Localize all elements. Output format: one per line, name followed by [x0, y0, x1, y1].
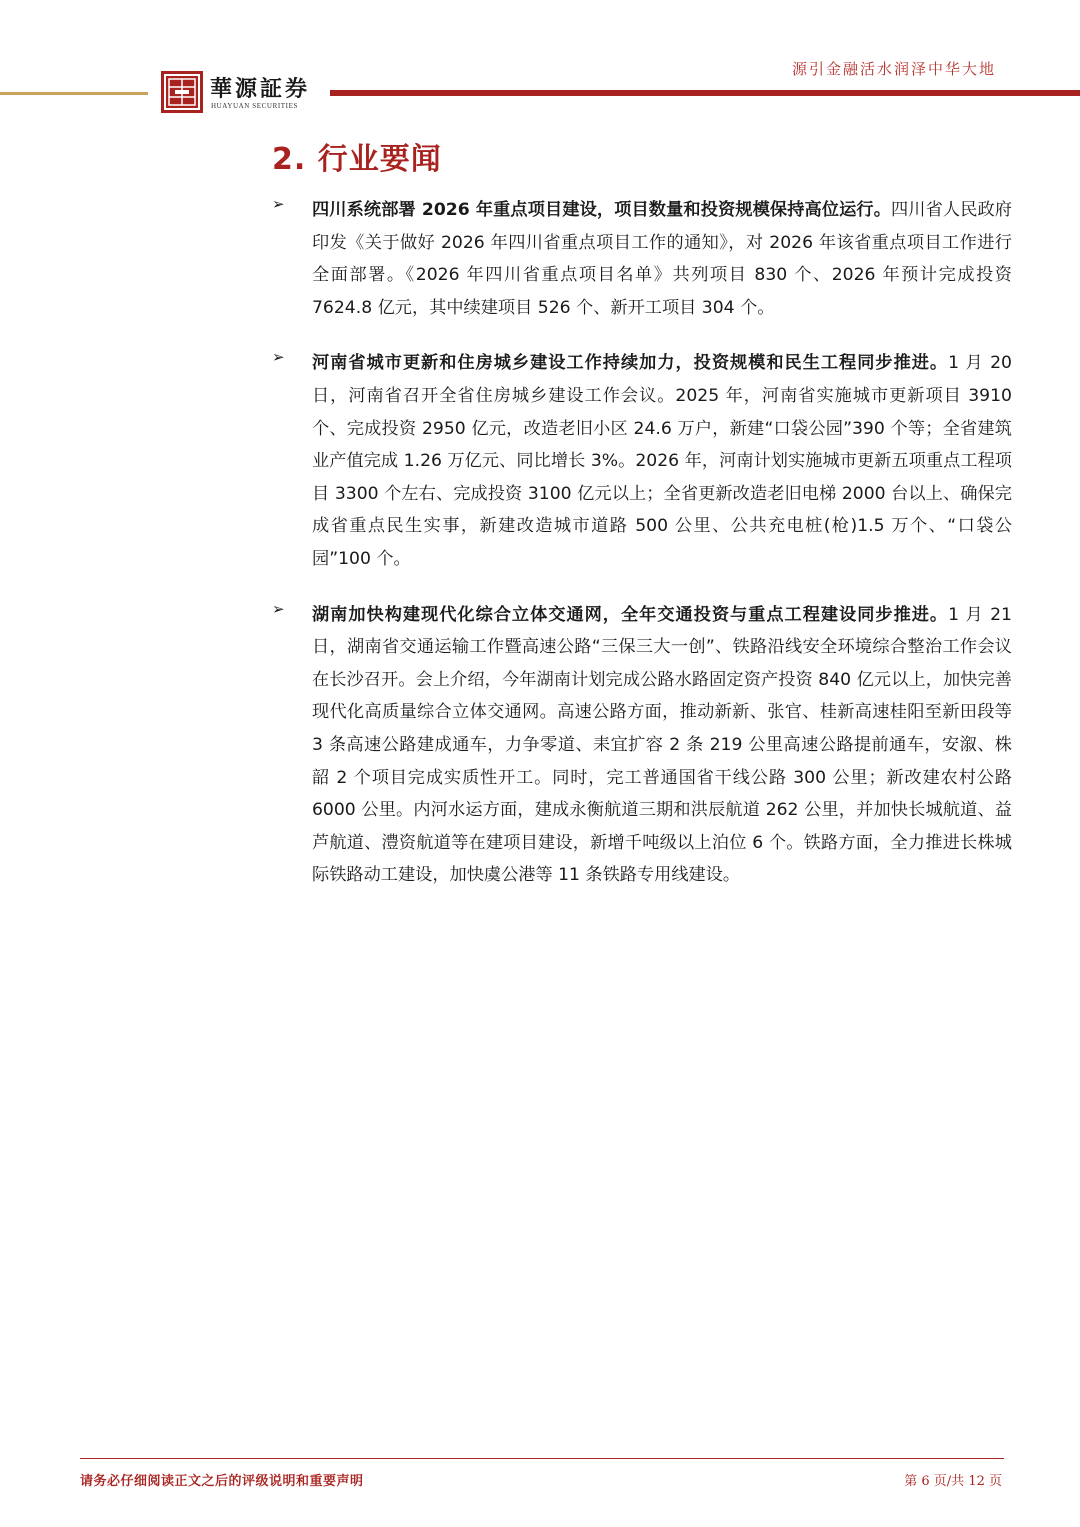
section-title: 2. 行业要闻 — [272, 142, 442, 177]
news-item-text — [312, 599, 1012, 892]
news-item-body: 四川省人民政府印发《关于做好 2026 年四川省重点项目工作的通知》，对 2026 年该省重点项目工作进行全面部署。《2026 年四川省重点项目名单》共列项目 830 个、2026 年预计完成投资 7624.8 亿元，其中续建项目 526 个、新开工项目 304 个。 — [312, 200, 1012, 318]
arrow-bullet-icon: ➢ — [272, 195, 285, 213]
logo-seal-icon — [160, 70, 204, 114]
header-gold-rule — [0, 92, 148, 95]
news-list — [272, 194, 1012, 915]
news-item — [272, 599, 1012, 892]
footer-disclaimer: 请务必仔细阅读正文之后的评级说明和重要声明 — [80, 1474, 364, 1489]
logo-chinese-name: 華源証券 — [210, 76, 311, 102]
news-item-title: 河南省城市更新和住房城乡建设工作持续加力，投资规模和民生工程同步推进。 — [312, 353, 949, 374]
news-item-body: 1 月 20 日，河南省召开全省住房城乡建设工作会议。2025 年，河南省实施城市更新项目 3910 个、完成投资 2950 亿元，改造老旧小区 24.6 万户，新建“口袋公园”390 个等；全省建筑业产值完成 1.26 万亿元、同比增长 3%。2026 年，河南计划实施城市更新五项重点工程项目 3300 个左右、完成投资 3100 亿元以上；全省更新改造老旧电梯 2000 台以上、确保完成省重点民生实事，新建改造城市道路 500 公里、公共充电桩(枪)1.5 万个、“口袋公园”100 个。 — [312, 353, 1012, 569]
company-logo — [160, 70, 330, 114]
news-item — [272, 347, 1012, 575]
news-item-title: 湖南加快构建现代化综合立体交通网，全年交通投资与重点工程建设同步推进。 — [312, 604, 949, 625]
arrow-bullet-icon: ➢ — [272, 348, 285, 367]
page-number: 第 6 页/共 12 页 — [904, 1474, 1002, 1489]
news-item-body: 1 月 21 日，湖南省交通运输工作暨高速公路“三保三大一创”、铁路沿线安全环境综合整治工作会议在长沙召开。会上介绍，今年湖南计划完成公路水路固定资产投资 840 亿元以上，加快完善现代化高质量综合立体交通网。高速公路方面，推动新新、张官、桂新高速桂阳至新田段等 3 条高速公路建成通车，力争零道、耒宜扩容 2 条 219 公里高速公路提前通车，安溆、株韶 2 个项目完成实质性开工。同时，完工普通国省干线公路 300 公里；新改建农村公路 6000 公里。内河水运方面，建成永衡航道三期和洪辰航道 262 公里，并加快长城航道、益芦航道、澧资航道等在建项目建设，新增千吨级以上泊位 6 个。铁路方面，全力推进长株城际铁路动工建设，加快虞公港等 11 条铁路专用线建设。 — [312, 604, 1012, 886]
news-item-text — [312, 347, 1012, 575]
header-red-rule — [330, 90, 1080, 96]
news-item-title: 四川系统部署 2026 年重点项目建设，项目数量和投资规模保持高位运行。 — [312, 200, 891, 220]
news-item-text — [312, 194, 1012, 324]
header-slogan: 源引金融活水润泽中华大地 — [791, 60, 996, 78]
news-item — [272, 194, 1012, 324]
logo-english-name: HUAYUAN SECURITIES — [211, 102, 298, 110]
arrow-bullet-icon: ➢ — [272, 599, 285, 618]
footer-rule — [80, 1458, 1004, 1459]
